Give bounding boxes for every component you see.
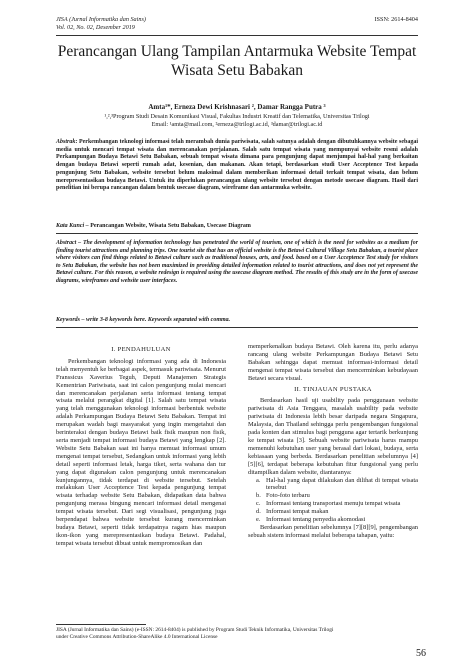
feature-list [248, 477, 418, 524]
section-heading-pendahuluan: I. PENDAHULUAN [111, 346, 171, 353]
journal-name: JISA (Jurnal Informatika dan Sains) [56, 16, 146, 23]
footer-publisher: JISA (Jurnal Informatika dan Sains) (e-ISSN: 2614-8404) is published by Program Studi Teknik Informatika, Universitas Trilogi [56, 627, 334, 633]
issn: ISSN: 2614-8404 [374, 16, 418, 23]
list-item: a. Hal-hal yang dapat dilakukan dan dilihat di tempat wisata tersebut [256, 476, 418, 492]
abstract-text: The development of information technology has penetrated the world of tourism, one of which is the need for websites as a medium for finding tourist attractions and planning trips. One tourist site that has an official website is the Betawi Cultural Village Setu Babakan, a tourist place where visitors can find things related to Betawi culture such as traditional houses, arts, and food. based on a User Acceptence Test study for visitors to Setu Babakan, the website has not been maximized in providing detailed information related to tourist attractions, and does not yet represent the Betawi culture. For this reason, a website redesign is required using the usecase diagram method. The results of this study are in the form of usecase diagrams, wireframes and website user interfaces. [56, 240, 418, 284]
header-divider [56, 35, 418, 36]
abstrak-label: Abstrak [56, 139, 76, 145]
journal-header [56, 16, 146, 32]
abstrak-text: Perkembangan teknologi informasi telah merambah dunia pariwisata, salah satunya adalah dengan dibutuhkannya website sebagai media untuk mencari tempat wisata dan merencanakan perjalanan. Salah satu tempat wisata yang mempunyai website resmi adalah Perkampungan Budaya Betawi Setu Babakan, sebuah tempat wisata dimana para pengunjung dapat menjumpai hal-hal yang berkaitan dengan budaya Betawi seperti rumah adat, kesenian, dan makanan. Akan tetapi, berdasarkan studi User Acceptence Test kepada pengunjung Setu Babakan, website tersebut belum maksimal dalam memberikan informasi detail terkait tempat wisata, dan belum merepresentasikan budaya Betawi. Untuk itu diperlukan perancangan ulang website tersebut dengan metode usecase diagram. Hasil dari penelitian ini berupa rancangan dalam bentuk usecase diagram, wireframe dan antarmuka website. [56, 139, 418, 192]
left-column [56, 343, 226, 548]
affiliation [56, 113, 418, 129]
body-paragraph: memperkenalkan budaya Betawi. Oleh karena itu, perlu adanya rancang ulang website Perkampungan Budaya Betawi Setu Babakan sehingga dapat memuat informasi-informasi detail mengenai tempat wisata tersebut dan mencerminkan kebudayaan Betawi secara visual. [248, 343, 418, 382]
right-column [248, 343, 418, 540]
affiliation-institution: ¹,²,³Program Studi Desain Komunikasi Visual, Fakultas Industri Kreatif dan Telematika, Universitas Trilogi [104, 113, 370, 120]
authors: Amta¹*, Erneza Dewi Krishnasari ², Damar Rangga Putra ³ [148, 103, 326, 111]
keywords-english: Keywords – write 3-8 keywords here. Keywords separated with comma. [56, 317, 231, 323]
abstrak: Abstrak: Perkembangan teknologi informasi telah merambah dunia pariwisata, salah satunya adalah dengan dibutuhkannya website sebagai media untuk mencari tempat wisata dan merencanakan perjalanan. Salah satu tempat wisata yang mempunyai website resmi adalah Perkampungan Budaya Betawi Setu Babakan, sebuah tempat wisata dimana para pengunjung dapat menjumpai hal-hal yang berkaitan dengan budaya Betawi seperti rumah adat, kesenian, dan makanan. Akan tetapi, berdasarkan studi User Acceptence Test kepada pengunjung Setu Babakan, website tersebut belum maksimal dalam memberikan informasi detail terkait tempat wisata, dan belum merepresentasikan budaya Betawi. Untuk itu diperlukan perancangan ulang website tersebut dengan metode usecase diagram. Hasil dari penelitian ini berupa rancangan dalam bentuk usecase diagram, wireframe dan antarmuka website. [56, 139, 418, 192]
footer-license: under Creative Commons Attribution-ShareAlike 4.0 International License [56, 634, 218, 640]
body-paragraph: Berdasarkan penelitian sebelumnya [7][8][9], pengembangan sebuah sistem informasi melalui beberapa tahapan, yaitu: [248, 523, 418, 539]
page-number: 56 [416, 648, 426, 659]
body-paragraph: Perkembangan teknologi informasi yang ada di Indonesia telah menyentuh ke berbagai aspek, termasuk pariwisata. Menurut Franssicus Xaverius Teguh, Deputi Manajemen Strategis Kementrian Pariwisata, saat ini calon pengunjung mulai mencari dan merencanakan perjalanan serta informasi tentang tempat wisata melalui perangkat digital [1]. Salah satu tempat wisata yang telah menggunakan teknologi informasi berbentuk website adalah Perkampungan Budaya Betawi Setu Babakan. Tempat ini merupakan wadah bagi masyarakat yang ingin mengetahui dan berinteraksi dengan budaya Betawi baik fisik maupun non fisik, serta menjadi tempat informasi budaya Betawi yang lengkap [2]. Website Setu Babakan saat ini hanya memuat informasi umum mengenai tempat tersebut, Sedangkan untuk informasi yang lebih detail seperti informasi letak, harga tiket, serta wahana dan tur yang dapat digunakan calon pengunjung untuk merencanakan kunjungannya, tidak terdapat di website tersebut. Setelah melakukan User Acceptence Test kepada pengunjung tempat wisata terhadap website Setu Babakan, didapatkan data bahwa pengunjung merasa bingung mencari informasi detail mengenai tempat wisata tersebut. Dari segi visualisasi, pengunjung juga berpendapat bahwa website tersebut kurang mencerminkan budaya Betawi, seperti tidak terdapatnya ragam hias maupun ikon-ikon yang merepresentasikan budaya Betawi. Padahal, tempat wisata tersebut dibuat untuk mempromosikan dan [56, 357, 226, 547]
footer [56, 627, 333, 641]
paper-title: Perancangan Ulang Tampilan Antarmuka Website Tempat Wisata Setu Babakan [57, 43, 417, 79]
affiliation-emails: Email: ¹amta@mail.com, ²erneza@trilogi.ac.id, ³damar@trilogi.ac.id [151, 121, 323, 128]
kata-kunci-label: Kata Kunci – [56, 223, 89, 229]
list-item: c. Informasi tentang transportasi menuju tempat wisata [256, 500, 401, 508]
journal-volume: Vol. 02, No. 02, Desember 2019 [56, 24, 135, 31]
body-paragraph: Berdasarkan hasil uji usability pada penggunaan website pariwisata di Asia Tenggara, masalah usability pada website pariwisata di Indonesia lebih besar daripada negara Singapura, Malaysia, dan Thailand sehingga perlu pengembangan fungsional pada konten dan stimulus bagi pengguna agar tertarik berkunjung ke tempat wisata [3]. Sebuah website pariwisata harus mampu memenuhi kebutuhan user yang berasal dari lokasi, budaya, serta kebiasaan yang berbeda. Berdasarkan penelitian sebelumnya [4][5][6], terdapat beberapa kebutuhan fitur fungsional yang perlu ditampilkan dalam website, diantaranya: [248, 397, 418, 476]
section-heading-tinjauan-pustaka: II. TINJAUAN PUSTAKA [294, 385, 372, 393]
divider [56, 327, 418, 328]
divider [56, 233, 418, 234]
list-item: b. Foto-foto terbaru [256, 492, 310, 500]
abstract-english [56, 240, 418, 286]
list-item: d. Informasi tempat makan [256, 508, 329, 516]
kata-kunci-text: Perancangan Website, Wisata Setu Babakan, Usecase Diagram [90, 223, 251, 229]
kata-kunci [56, 223, 418, 229]
abstract-label: Abstract – [56, 240, 82, 246]
footer-divider [56, 624, 146, 625]
list-item: e. Informasi tentang penyedia akomodasi [256, 516, 366, 524]
